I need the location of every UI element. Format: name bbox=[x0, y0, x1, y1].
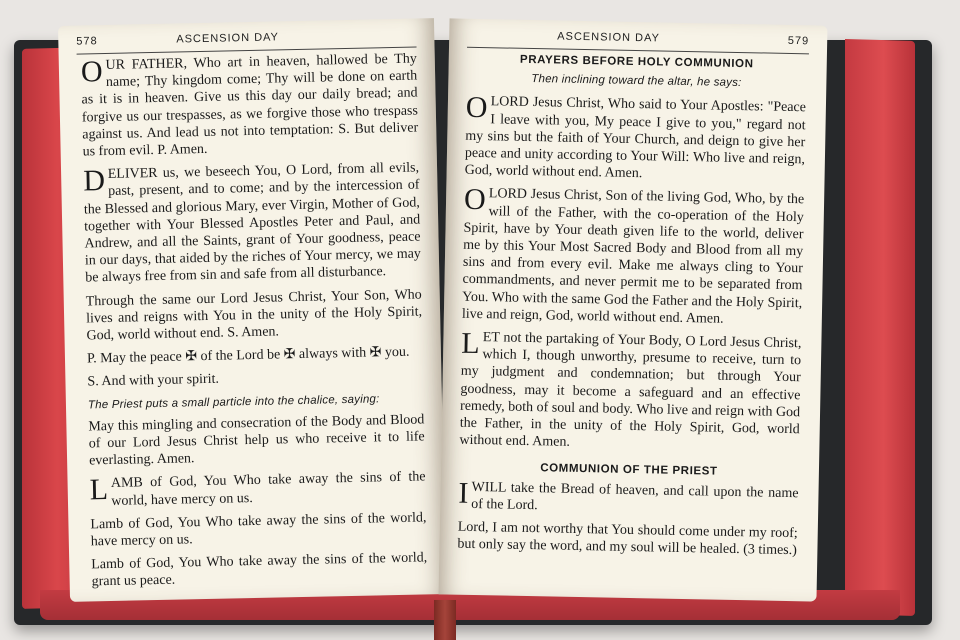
left-rubric: The Priest puts a small particle into the chalice, saying: bbox=[87, 393, 380, 412]
left-page bbox=[58, 18, 446, 602]
lamb-of-god-1: LAMB of God, You Who take away the sins of the world, have mercy on us. bbox=[89, 469, 426, 509]
peace-i-leave-paragraph: OLORD Jesus Christ, Who said to Your Apostles: "Peace I leave with you, My peace I give to you," regard not my sins but the faith of Your Church, and deign to give her peace and unity according to Your Will: Who live and reign, God, world without end. Amen. bbox=[464, 91, 807, 182]
red-page-edge-right bbox=[845, 39, 915, 616]
prayers-before-communion-heading: PRAYERS BEFORE HOLY COMMUNION bbox=[519, 53, 754, 71]
right-page-number: 579 bbox=[787, 34, 810, 48]
our-father-paragraph: OUR FATHER, Who art in heaven, hallowed be Thy name; Thy kingdom come; Thy will be done on earth as it is in heaven. Give us this day our daily bread; and forgive us our trespasses, as we forgive those who trespass against us. And lead us not into temptation: S. But deliver us from evil. P. Amen. bbox=[80, 51, 419, 160]
bread-of-heaven-paragraph: IWILL take the Bread of heaven, and call upon the name of the Lord. bbox=[458, 476, 799, 514]
son-of-the-living-god-paragraph: OLORD Jesus Christ, Son of the living God, Who, by the will of the Father, with the co-operation of the Holy Spirit, have by Your death given life to the world, deliver me by this Your Most Sacred Body and Blood from all my sins and from every evil. Make me always cling to Your commandments, and never permit me to be separated from You. Who with the same God the Father and the Holy Spirit, live and reign, God, world without end. Amen. bbox=[461, 183, 805, 327]
through-the-same-paragraph: Through the same our Lord Jesus Christ, Your Son, Who lives and reigns with You in the unity of the Holy Spirit, God, world without end. S. Amen. bbox=[85, 287, 423, 344]
right-running-head bbox=[467, 25, 809, 55]
right-running-title: ASCENSION DAY bbox=[557, 30, 660, 45]
and-with-your-spirit-paragraph: S. And with your spirit. bbox=[87, 372, 220, 390]
left-page-number: 578 bbox=[76, 35, 98, 48]
communion-of-the-priest-heading: COMMUNION OF THE PRIEST bbox=[540, 462, 718, 479]
left-page-text bbox=[81, 50, 428, 597]
lamb-of-god-3: Lamb of God, You Who take away the sins of the world, grant us peace. bbox=[91, 550, 428, 590]
lamb-of-god-2: Lamb of God, You Who take away the sins of the world, have mercy on us. bbox=[90, 510, 427, 550]
right-page-text bbox=[457, 51, 807, 566]
lord-i-am-not-worthy-paragraph: Lord, I am not worthy that You should come under my roof; but only say the word, and my soul will be healed. (3 times.) bbox=[457, 519, 798, 559]
partaking-paragraph: LET not the partaking of Your Body, O Lord Jesus Christ, which I, though unworthy, presume to receive, turn to my judgment and condemnation; but through Your goodness, may it become a safeguard and an effective remedy, both of soul and body. Who live and reign with God the Father, in the unity of the Holy Spirit, God, world without end. Amen. bbox=[459, 326, 802, 451]
right-rubric: Then inclining toward the altar, he says: bbox=[531, 73, 742, 90]
left-running-head bbox=[76, 25, 416, 55]
deliver-us-paragraph: DELIVER us, we beseech You, O Lord, from all evils, past, present, and to come; and by the intercession of the Blessed and glorious Mary, ever Virgin, Mother of God, together with Your Blessed Apostles Peter and Paul, and Andrew, and all the Saints, grant of Your goodness, peace in our days, that aided by the riches of Your mercy, we may be always free from sin and safe from all disturbance. bbox=[82, 160, 422, 286]
left-running-title: ASCENSION DAY bbox=[176, 31, 280, 46]
ribbon-bookmark bbox=[434, 600, 456, 640]
mingling-paragraph: May this mingling and consecration of the Body and Blood of our Lord Jesus Christ help us who receive it to life everlasting. Amen. bbox=[88, 412, 425, 469]
peace-of-the-lord-paragraph: P. May the peace ✠ of the Lord be ✠ always with ✠ you. bbox=[86, 344, 410, 367]
right-page bbox=[439, 18, 828, 601]
